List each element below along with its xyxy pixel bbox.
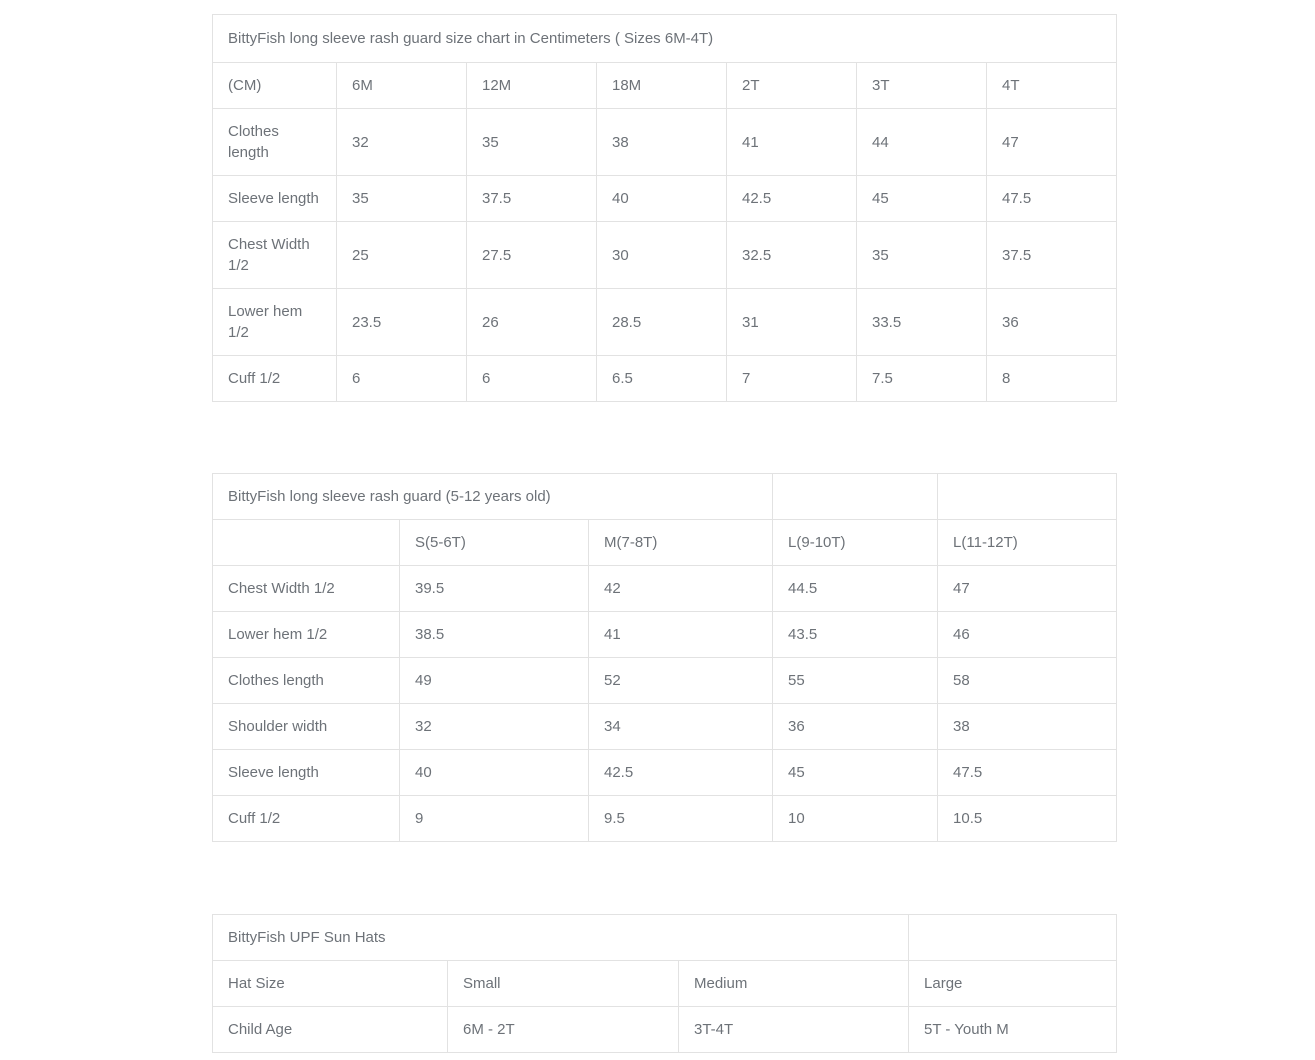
value-cell: 34 <box>589 704 773 750</box>
table-row <box>213 222 1117 289</box>
value-cell: 38 <box>597 109 727 176</box>
column-header-cell: 2T <box>727 63 857 109</box>
column-header-cell: 18M <box>597 63 727 109</box>
value-cell: 41 <box>589 612 773 658</box>
table-title-row <box>213 474 1117 520</box>
value-cell: 38.5 <box>400 612 589 658</box>
table-title: BittyFish long sleeve rash guard (5-12 years old) <box>213 474 773 520</box>
value-cell: 45 <box>773 750 938 796</box>
table-row <box>213 566 1117 612</box>
row-label-cell: Lower hem 1/2 <box>213 612 400 658</box>
table-row <box>213 961 1117 1007</box>
value-cell: 5T - Youth M <box>909 1007 1117 1053</box>
value-cell: 8 <box>987 356 1117 402</box>
table-row <box>213 356 1117 402</box>
value-cell: 36 <box>773 704 938 750</box>
value-cell: 33.5 <box>857 289 987 356</box>
empty-cell <box>773 474 938 520</box>
table-row <box>213 109 1117 176</box>
column-header-row <box>213 63 1117 109</box>
value-cell: Large <box>909 961 1117 1007</box>
column-header-cell: 4T <box>987 63 1117 109</box>
column-header-cell: M(7-8T) <box>589 520 773 566</box>
value-cell: 43.5 <box>773 612 938 658</box>
table-row <box>213 289 1117 356</box>
size-charts-section <box>212 14 1116 1053</box>
row-label-cell: Chest Width 1/2 <box>213 566 400 612</box>
column-header-cell: 3T <box>857 63 987 109</box>
value-cell: 35 <box>467 109 597 176</box>
empty-cell <box>213 520 400 566</box>
row-label-cell: Chest Width 1/2 <box>213 222 337 289</box>
table-title: BittyFish UPF Sun Hats <box>213 915 909 961</box>
table-row <box>213 176 1117 222</box>
row-label-cell: Child Age <box>213 1007 448 1053</box>
value-cell: 47 <box>938 566 1117 612</box>
value-cell: Small <box>448 961 679 1007</box>
table-row <box>213 750 1117 796</box>
value-cell: 47.5 <box>987 176 1117 222</box>
value-cell: 32 <box>400 704 589 750</box>
value-cell: 44 <box>857 109 987 176</box>
column-header-cell: 6M <box>337 63 467 109</box>
value-cell: 26 <box>467 289 597 356</box>
table-row <box>213 1007 1117 1053</box>
row-label-cell: Lower hem 1/2 <box>213 289 337 356</box>
value-cell: 44.5 <box>773 566 938 612</box>
value-cell: 6 <box>467 356 597 402</box>
value-cell: 7 <box>727 356 857 402</box>
size-chart-table-cm <box>212 14 1117 402</box>
value-cell: 49 <box>400 658 589 704</box>
value-cell: 9 <box>400 796 589 842</box>
value-cell: 37.5 <box>467 176 597 222</box>
value-cell: 42.5 <box>727 176 857 222</box>
empty-cell <box>909 915 1117 961</box>
value-cell: 23.5 <box>337 289 467 356</box>
value-cell: 3T-4T <box>679 1007 909 1053</box>
row-label-cell: Shoulder width <box>213 704 400 750</box>
value-cell: 38 <box>938 704 1117 750</box>
value-cell: 42.5 <box>589 750 773 796</box>
row-label-cell: Cuff 1/2 <box>213 796 400 842</box>
table-row <box>213 704 1117 750</box>
column-header-cell: L(11-12T) <box>938 520 1117 566</box>
value-cell: 55 <box>773 658 938 704</box>
table-title: BittyFish long sleeve rash guard size chart in Centimeters ( Sizes 6M-4T) <box>213 15 1117 63</box>
row-label-cell: Hat Size <box>213 961 448 1007</box>
column-header-cell: L(9-10T) <box>773 520 938 566</box>
value-cell: 6 <box>337 356 467 402</box>
row-label-cell: Sleeve length <box>213 176 337 222</box>
value-cell: 7.5 <box>857 356 987 402</box>
value-cell: 39.5 <box>400 566 589 612</box>
column-header-cell: 12M <box>467 63 597 109</box>
value-cell: 35 <box>857 222 987 289</box>
value-cell: 31 <box>727 289 857 356</box>
value-cell: 52 <box>589 658 773 704</box>
value-cell: Medium <box>679 961 909 1007</box>
row-label-cell: Clothes length <box>213 658 400 704</box>
value-cell: 45 <box>857 176 987 222</box>
value-cell: 28.5 <box>597 289 727 356</box>
column-header-cell: S(5-6T) <box>400 520 589 566</box>
value-cell: 47.5 <box>938 750 1117 796</box>
size-chart-table-youth <box>212 473 1117 842</box>
value-cell: 25 <box>337 222 467 289</box>
table-title-row <box>213 915 1117 961</box>
value-cell: 32.5 <box>727 222 857 289</box>
value-cell: 10 <box>773 796 938 842</box>
row-label-cell: Cuff 1/2 <box>213 356 337 402</box>
empty-cell <box>938 474 1117 520</box>
value-cell: 41 <box>727 109 857 176</box>
value-cell: 47 <box>987 109 1117 176</box>
table-row <box>213 796 1117 842</box>
value-cell: 46 <box>938 612 1117 658</box>
sun-hat-table <box>212 914 1117 1053</box>
value-cell: 40 <box>597 176 727 222</box>
column-header-cell: (CM) <box>213 63 337 109</box>
value-cell: 35 <box>337 176 467 222</box>
value-cell: 6M - 2T <box>448 1007 679 1053</box>
table-row <box>213 658 1117 704</box>
value-cell: 58 <box>938 658 1117 704</box>
value-cell: 42 <box>589 566 773 612</box>
value-cell: 10.5 <box>938 796 1117 842</box>
value-cell: 6.5 <box>597 356 727 402</box>
value-cell: 37.5 <box>987 222 1117 289</box>
value-cell: 32 <box>337 109 467 176</box>
table-title-row <box>213 15 1117 63</box>
value-cell: 9.5 <box>589 796 773 842</box>
table-row <box>213 612 1117 658</box>
column-header-row <box>213 520 1117 566</box>
value-cell: 36 <box>987 289 1117 356</box>
value-cell: 27.5 <box>467 222 597 289</box>
row-label-cell: Sleeve length <box>213 750 400 796</box>
value-cell: 30 <box>597 222 727 289</box>
value-cell: 40 <box>400 750 589 796</box>
row-label-cell: Clothes length <box>213 109 337 176</box>
